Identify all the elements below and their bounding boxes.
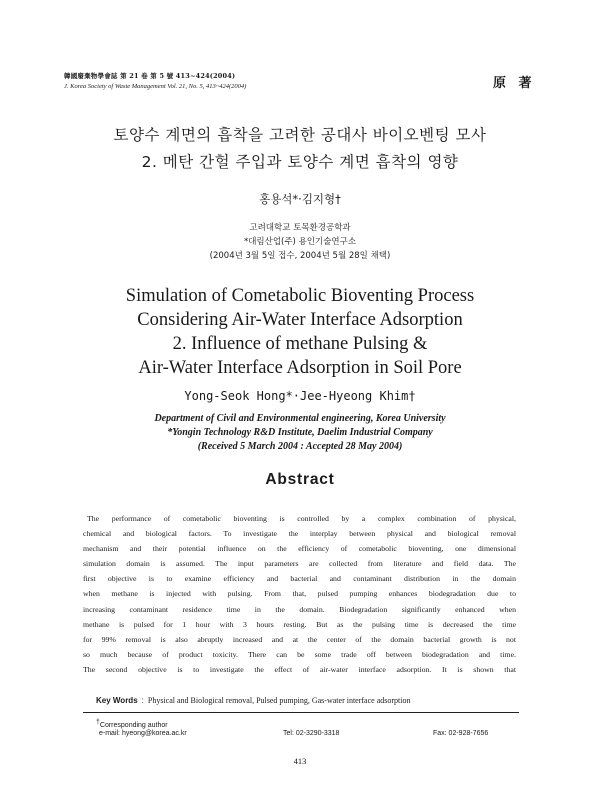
- korean-affiliation-1: 고려대학교 토목환경공학과: [249, 223, 351, 233]
- english-received-dates: (Received 5 March 2004 : Accepted 28 May 2004): [197, 441, 403, 452]
- abstract-line: simulation domain is assumed. The input parameters are collected from literature and field data. The: [83, 559, 516, 569]
- abstract-line: methane is pulsed for 1 hour with 3 hours resting. But as the pulsing time is decreased the time: [83, 619, 516, 629]
- abstract-heading: Abstract: [265, 471, 335, 488]
- corresponding-author-note: [96, 719, 168, 729]
- abstract-line: The performance of cometabolic bioventing is controlled by a complex combination of physical,: [87, 514, 516, 523]
- abstract-line: increasing contaminant residence time in the domain. Biodegradation significantly enhanced when: [83, 604, 516, 614]
- keywords-text: Physical and Biological removal, Pulsed pumping, Gas-water interface adsorption: [147, 696, 411, 705]
- english-affiliation-2: *Yongin Technology R&D Institute, Daelim Industrial Company: [167, 427, 433, 438]
- english-title-line-4: Air-Water Interface Adsorption in Soil Pore: [138, 358, 462, 378]
- english-authors: Yong-Seok Hong*·Jee-Hyeong Khim†: [184, 389, 416, 403]
- korean-title-line-1: 토양수 계면의 흡착을 고려한 공대사 바이오벤팅 모사: [113, 126, 487, 144]
- dagger-mark: †: [96, 719, 100, 726]
- journal-header-korean: 韓國廢棄物學會誌 第 21 卷 第 5 號 413~424(2004): [64, 72, 236, 80]
- abstract-body: [83, 511, 516, 677]
- abstract-line: first objective is to examine efficiency and bacterial and contaminant distribution in the domain: [83, 574, 516, 584]
- corresponding-author-label: Corresponding author: [99, 722, 168, 729]
- korean-title-line-2: 2. 메탄 간헐 주입과 토양수 계면 흡착의 영향: [141, 153, 459, 171]
- abstract-line: when methane is injected with pulsing. From that, pulsed pumping enhances biodegradation due to: [83, 589, 516, 599]
- abstract-line: so much because of product toxicity. There can be some trade off between biodegradation and time.: [83, 649, 516, 659]
- abstract-line: chemical and biological factors. To investigate the interplay between physical and biological removal: [83, 529, 516, 539]
- footnote-divider: [83, 712, 519, 713]
- english-title-line-2: Considering Air-Water Interface Adsorption: [137, 310, 463, 330]
- english-title-line-1: Simulation of Cometabolic Bioventing Process: [125, 286, 475, 306]
- keywords-label: Key Words: [96, 696, 138, 705]
- korean-received-dates: (2004년 3월 5일 접수, 2004년 5월 28일 채택): [209, 251, 391, 261]
- contact-fax: Fax: 02-928-7656: [433, 730, 489, 737]
- abstract-line: The second objective is to investigate the effect of air-water interface adsorption. It is shown that: [83, 664, 516, 674]
- english-title-line-3: 2. Influence of methane Pulsing &: [172, 334, 428, 354]
- keywords-separator: :: [141, 696, 144, 705]
- english-affiliation-1: Department of Civil and Environmental engineering, Korea University: [154, 413, 446, 424]
- contact-email: e-mail: hyeong@korea.ac.kr: [99, 730, 187, 737]
- abstract-line: mechanism and their potential influence on the efficiency of cometabolic bioventing, one dimensional: [83, 544, 516, 554]
- keywords: [96, 696, 410, 705]
- abstract-line: for 99% removal is also abruptly increased and at the center of the domain bacterial growth is not: [83, 634, 516, 644]
- journal-header-english: J. Korea Society of Waste Management Vol. 21, No. 5, 413~424(2004): [64, 83, 247, 90]
- korean-affiliation-2: *대림산업(주) 용인기술연구소: [243, 237, 357, 247]
- contact-phone: Tel: 02-3290-3318: [283, 730, 340, 737]
- article-type-badge: 原 著: [493, 76, 536, 91]
- korean-authors: 홍용석*·김지형†: [259, 192, 341, 206]
- page-number: 413: [293, 756, 307, 766]
